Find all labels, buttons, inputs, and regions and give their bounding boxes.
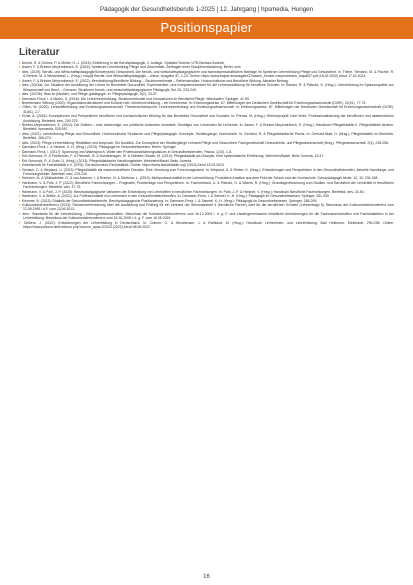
bullet-icon: ▪ — [19, 95, 21, 101]
running-title: Pädagogik der Gesundheitsberufe 1-2025 | 12. Jahrgang | hpsmedia, Hungen — [99, 6, 314, 13]
reference-text: Heinrich, M. & Wolfswinkler, G. & van Ackeren, I. & Bremm, N. & Streblow, L. (2019): Multiprofessionalität in der Lehrerbildung. Produktive Ansätze aus dem Feld der Schule und der Hochschule. Schulpädagogik heute, 10, 19, 234-248. — [21, 176, 379, 181]
bullet-icon: ▪ — [19, 130, 21, 136]
reference-text: Kultusministerkonferenz (2013): Rahmenvereinbarung über die Ausbildung und Prüfung für ein Lehramt der Sekundarstufe II (berufliche Fächer) oder für die beruflichen Schulen (Lehramtstyp 5). Beschluss der Kultusministerkonferenz vom 12.05.1995 i.d.F. vom 23.09.2013. — [22, 203, 394, 212]
reference-text: Gerlach, C. & Weyland, U. (2023): Pflegedidaktik als wissenschaftliche Disziplin. Eine Verortung zum Forschungsstand. In: Weyland, U. & Reiber, K. (Hrsg.): Entwicklungen und Perspektiven in den Gesundheitsberufen. Aktuelle Handlungs- und Forschungsfelder. Bielefeld: wbv, 225-240. — [22, 167, 394, 176]
page-content — [0, 39, 413, 229]
reference-text: dies. (2024): Pflege-Lehrerbildung: Realitäten und Anspruch. Ein Ausblick. Zur Konzeption der Studiengänge Lehramt Pflege und Gesundheit. Fachgesellschaft Gesundheits- und Pflegewissenschaft (Hrsg.): Pflegewissenschaft, 2(4), 245-256. — [21, 140, 389, 145]
reference-text: Gillen, W. (2020): Lehrkräftebildung und Erziehungswissenschaft. Themenschwerpunkt: Lehrerinnenbildung und Erziehungswissenschaft. In: Erfahrungsweise, 67, Mitteilungen der Deutschen Gesellschaft für Erziehungswissenschaft (DGfE). 31(61), 2-7. — [22, 105, 394, 114]
literature-heading: Literatur — [19, 47, 60, 58]
bullet-icon: ▪ — [19, 113, 21, 119]
bullet-icon: ▪ — [19, 188, 21, 194]
reference-item — [19, 123, 394, 132]
bullet-icon: ▪ — [19, 60, 21, 65]
reference-text: Hartmann, V. & Wittke, A. (2022): Zur Professionalität von Lehrenden in den Gesundheitsfachberufen. In: Darmann-Finck, I. & Sahmel, K.-H. (Hrsg.): Pädagogik im Gesundheitswesen. Springer, 331-349. — [21, 194, 330, 199]
reference-text: dies.: Standards für die Lehrerbildung – Bildungswissenschaften. Beschluss der Kultusministerkonferenz vom 16.12.2004 i. d. g. F. und Ländergemeinsame inhaltliche Anforderungen für die Fachwissenschaften und Fachdidaktiken in der Lehrerbildung. Beschluss der Kultusministerkonferenz vom 16.10.2008 i. d. g. F. vom 16.05.2019. — [22, 211, 394, 221]
bullet-icon: ▪ — [19, 104, 21, 110]
reference-text: Darmann-Finck, I. & Muths, S. (2018): Die Lehrerinnenbildung. Strukturmerkmale und Innovationen im Berufsfeld Pflege. Wiesbaden: Springer, 41-59. — [21, 96, 250, 101]
reference-text: Klemme, B. (2013): Didaktik der Gesundheitsfachberufe. Berufspädagogische Positionierung. In: Darmann-Finck, I. & Sahmel, K.-H. (Hrsg.): Pädagogik im Gesundheitswesen. Springer, 285-299. — [21, 198, 318, 203]
reference-item — [19, 221, 394, 230]
bullet-icon: ▪ — [19, 139, 21, 145]
bullet-icon: ▪ — [19, 219, 23, 225]
reference-text: Ertl-Schmuck, R. & Fichtmüller, F. & Pietzsch, B. & Hundeshagen, M. & Hülsken-Giesler, M. (2014): Pflegedidaktik als Disziplin. Eine systematische Einführung. Weinheim/Basel: Beltz Juventa, 19-47. — [21, 154, 325, 159]
bullet-icon: ▪ — [19, 197, 21, 203]
bullet-icon: ▪ — [19, 144, 21, 150]
bullet-icon: ▪ — [19, 153, 21, 159]
reference-text: dies. (2023b): Was ist (Medizin- und Pflege-)pädagogik. In: Pflegepädagogik, 5(2), 23-37. — [21, 92, 158, 97]
reference-text: dies. (2022): Lehrerbildung Pflege und Gesundheit. Hochschulische Strukturen und Pflegepädagogik. Konzepte, Studiengänge, Hochschule. In: Gerhard, R. & Pflegedidaktische Praxis. In: Gerhard-Blatt, H. (Hrsg.): Pflegedidaktik im Überblick. Bielefeld, 268-274. — [22, 131, 395, 141]
reference-item — [19, 105, 394, 114]
reference-text: Ertl-Schmuck, R. & Greb, U. (Hrsg.) (2013): Pflegedidaktische Handlungsfelder. Weinheim/Basel: Beltz Juventa. — [21, 158, 193, 163]
reference-text: dies. (2023a): Zur Situation der Ausbildung der Lehrer im Berufsfeld Gesundheit. Experimentier- und Kompetenzzentren für die Lehrerausbildung für berufliche Schulen. In: Becker, R. & Pätzold, G. (Hrsg.): Lehrerbildung im Spannungsfeld von Wissenschaft und Beruf – Grenzen: Strukturen berufs- und wirtschaftspädagogischer Pädagogik, Bd. 25, 233-249. — [22, 83, 394, 92]
reference-text: Hartmann, V. & Pohl, J. P. (2020): Berufspädagogische Varianten der Entwicklung von Lehrkräften in beruflichen Fachrichtungen. In: Pahl, J.-P. & Herkner, V. (Hrsg.): Handbuch Berufliche Fachrichtungen. Bielefeld: wbv, 33-54. — [21, 189, 365, 194]
reference-item — [19, 70, 394, 79]
bullet-icon: ▪ — [19, 91, 21, 97]
bullet-icon: ▪ — [19, 157, 21, 163]
reference-text: Brinker-Meyendriesch, E. (2024): Die Gräben – eine notwendige, um politische Antworten erwartete. Denkfigur von Lernenden für Lehrende. In: Assen, F. & Brinker-Meyendriesch, E. (Hrsg.): Handbuch Pflegedidaktik II. Pflegedidaktik denken. Bielefeld: hpsmedia, 525-557. — [22, 123, 395, 132]
bullet-icon: ▪ — [19, 148, 21, 154]
bullet-icon: ▪ — [19, 210, 21, 216]
reference-item — [19, 83, 394, 92]
reference-text: Darmann-Finck, I. (2017): Spannung und Widerspruch. Wider den Professionalisierungsdiskurs in Gesundheitsberufen. Padua, 12(3), 1-8. — [21, 149, 232, 154]
reference-text: dies. (2019): Berufs- und Wirtschaftspädagogik/Schwerpunkt Gesundheit. Die berufs- und wirtschaftspädagogischen und fachwissenschaftlichen Beiträge im Spektrum Lehrerbildung Pflege und Gesundheit. In: Thiele, Tiemann, M. & Fischer, R. & Renner, M. & Windelband, L. (Hrsg.): bwp@ Berufs- und Wirtschaftspädagogik – online, Ausgabe 37, 1-23. Online: https://www.bwpat.de/ausgabe37/assen_brinker-meyendriesch_bwpat37.pdf (18.02.2020) Abruf 17.02.2024. — [22, 69, 395, 79]
page-number: 16 — [203, 574, 210, 580]
reference-item — [19, 114, 394, 123]
bullet-icon: ▪ — [19, 64, 21, 70]
reference-text: Assen, F. & Brinker-Meyendriesch, E. (2022): Berufsbildung/Berufliche Bildung – Strukturmerkmale – Reformansätze, Hochschulische und Berufliche Bildung. Aktueller Beitrag. — [21, 78, 289, 83]
bullet-icon: ▪ — [19, 175, 21, 181]
reference-item — [19, 181, 394, 190]
reference-text: Gesellschaft für Fachdidaktik e.V. (GFD): Kerncurriculum Fachdidaktik. Online: https://www.fachdidaktik.org/ (2024) Abruf 15.03.2024. — [21, 163, 225, 168]
bullet-icon: ▪ — [19, 202, 21, 207]
bullet-icon: ▪ — [19, 193, 21, 199]
bullet-icon: ▪ — [19, 162, 21, 168]
bullet-icon: ▪ — [19, 77, 21, 83]
bullet-icon: ▪ — [19, 166, 21, 172]
reference-text: Assen, F. & Brinker-Meyendriesch, E. (2018): Spektrum Lehrerbildung Pflege und Gesundheit. Zielfragen einer Disziplinentwicklung. Berlin: wvb. — [21, 65, 242, 70]
section-banner — [0, 17, 413, 39]
reference-text: Ernst, A. (2018): Konzeptionen und Perspektiven beruflicher und hochschulischer Bildung für das Berufsfeld Gesundheit und Soziales. In: Preuss, M. (Hrsg.): Reformprojekt Care Work. Professionalisierung der beruflichen und akademischen Ausbildung. Bielefeld: wbv, 209-223. — [22, 114, 395, 123]
bullet-icon: ▪ — [19, 99, 21, 105]
reference-item — [19, 132, 394, 141]
bullet-icon: ▪ — [19, 179, 21, 185]
reference-text: Hartmann, V. & Pohl, J. P. (2022): Berufliche Fachrichtungen – Pragmatik, Problemlage und Perspektiven. In: Fachverband, U. & Pätzold, G. & Wachs, R. (Hrsg.): Grundlagenforschung zum Studien- und Berufsfeld der Lehrkräfte in beruflichen Fachrichtungen. Bielefeld: wbv, 37-75. — [22, 180, 394, 190]
reference-item — [19, 168, 394, 177]
banner-title: Positionspapier — [160, 20, 253, 35]
reference-text: Darmann-Finck, I. & Sahmel, K.-H. (Hrsg.) (2023): Pädagogik im Gesundheitswesen. Berlin: Springer. — [21, 145, 177, 150]
reference-text: Bertelsmann Stiftung (2020): Organisationsstrukturen und Kulturen der Lehrerinnenbildung – ein Kommentar. In: Erfahrungsweise, 67, Mitteilungen der Deutschen Gesellschaft für Erziehungswissenschaft (DGfE). 22(41), 77-74. — [21, 100, 367, 105]
reference-item — [19, 203, 394, 212]
reference-text: Oelkers, J. (2022): Entwicklungen der Lehrerbildung in Deutschland. In: Cramer, C. & Windheuser, J. & Rothland, M. (Hrsg.): Handbuch Lehrerinnen- und Lehrerbildung. Bad Heilbrunn: Klinkhardt, 290-298. Online: https://www.pedocs.de/frontdoor.php?source_opus=22320 (2022) Abruf 08.08.2022. — [23, 220, 395, 229]
running-header — [0, 0, 413, 15]
reference-item — [19, 212, 394, 221]
reference-list — [19, 61, 394, 229]
reference-text: Arnold, R. & Gómez, P. & Müller, H.-J. (2016): Einführung in die Berufspädagogik. 2. Auflage. Opladen/Toronto: UTB Barbara Budrich. — [21, 61, 226, 65]
bullet-icon: ▪ — [19, 122, 21, 128]
bullet-icon: ▪ — [19, 68, 21, 74]
bullet-icon: ▪ — [19, 82, 21, 88]
